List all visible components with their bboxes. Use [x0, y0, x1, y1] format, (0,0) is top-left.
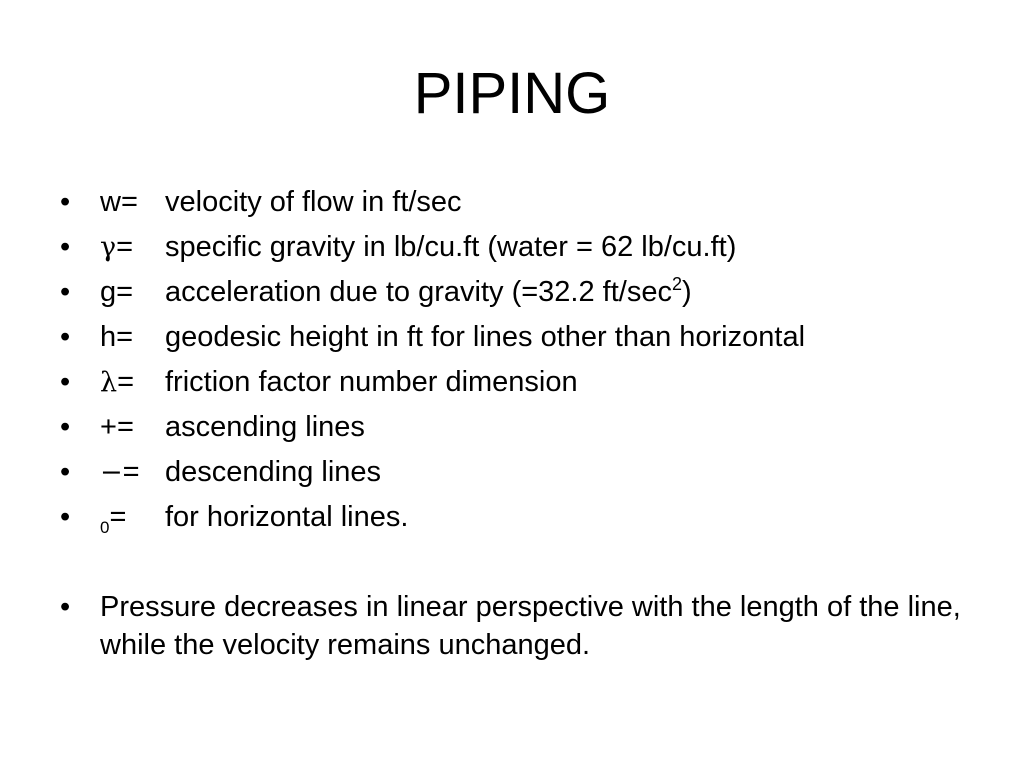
bullet-icon: •	[60, 501, 71, 533]
equals-sign: =	[120, 186, 138, 218]
symbol-g: g	[100, 276, 117, 308]
symbol-w: w	[100, 186, 121, 218]
bullet-icon: •	[60, 456, 71, 488]
equals-sign: =	[116, 231, 134, 263]
equals-sign: =	[116, 276, 134, 308]
symbol	[100, 405, 134, 450]
bullet-icon: •	[60, 591, 71, 623]
definition-text-tail: )	[682, 276, 692, 308]
definition-text: friction factor number dimension	[165, 366, 578, 398]
definition-text: specific gravity in lb/cu.ft (water = 62 lb/cu.ft)	[165, 231, 737, 263]
subscript-zero: 0	[100, 518, 110, 537]
lambda-symbol: λ	[100, 367, 118, 398]
equals-sign: =	[116, 321, 134, 353]
equals-sign: =	[109, 501, 127, 533]
symbol-h: h	[100, 321, 117, 353]
bullet-icon: •	[60, 231, 71, 263]
bullet-icon: •	[60, 276, 71, 308]
slide-title: PIPING	[413, 61, 611, 126]
gamma-symbol: γ	[100, 232, 117, 263]
plus-symbol: +	[100, 411, 117, 443]
definition-text-main: acceleration due to gravity (=32.2 ft/sec	[165, 276, 672, 308]
definition-text: for horizontal lines.	[165, 501, 409, 533]
definition-text: descending lines	[165, 456, 382, 488]
equals-sign: =	[116, 411, 134, 443]
bullet-icon: •	[60, 411, 71, 443]
definition-text	[165, 270, 692, 315]
symbol	[100, 360, 134, 405]
symbol	[100, 495, 126, 550]
symbol	[100, 180, 138, 225]
bullet-icon: •	[60, 321, 71, 353]
symbol	[100, 225, 133, 270]
definition-text: ascending lines	[165, 411, 365, 443]
symbol	[100, 315, 133, 360]
bullet-icon: •	[60, 186, 71, 218]
symbol	[100, 450, 140, 495]
equals-sign: =	[122, 456, 140, 488]
bullet-icon: •	[60, 366, 71, 398]
equals-sign: =	[117, 366, 135, 398]
summary-paragraph	[60, 588, 980, 664]
definition-text: velocity of flow in ft/sec	[165, 186, 462, 218]
symbol	[100, 270, 133, 315]
minus-symbol: −	[100, 457, 123, 488]
superscript-exponent: 2	[671, 274, 682, 294]
definition-text: geodesic height in ft for lines other than horizontal	[165, 321, 806, 353]
paragraph-text: Pressure decreases in linear perspective with the length of the line, while the velocity remains unchanged.	[100, 591, 961, 661]
